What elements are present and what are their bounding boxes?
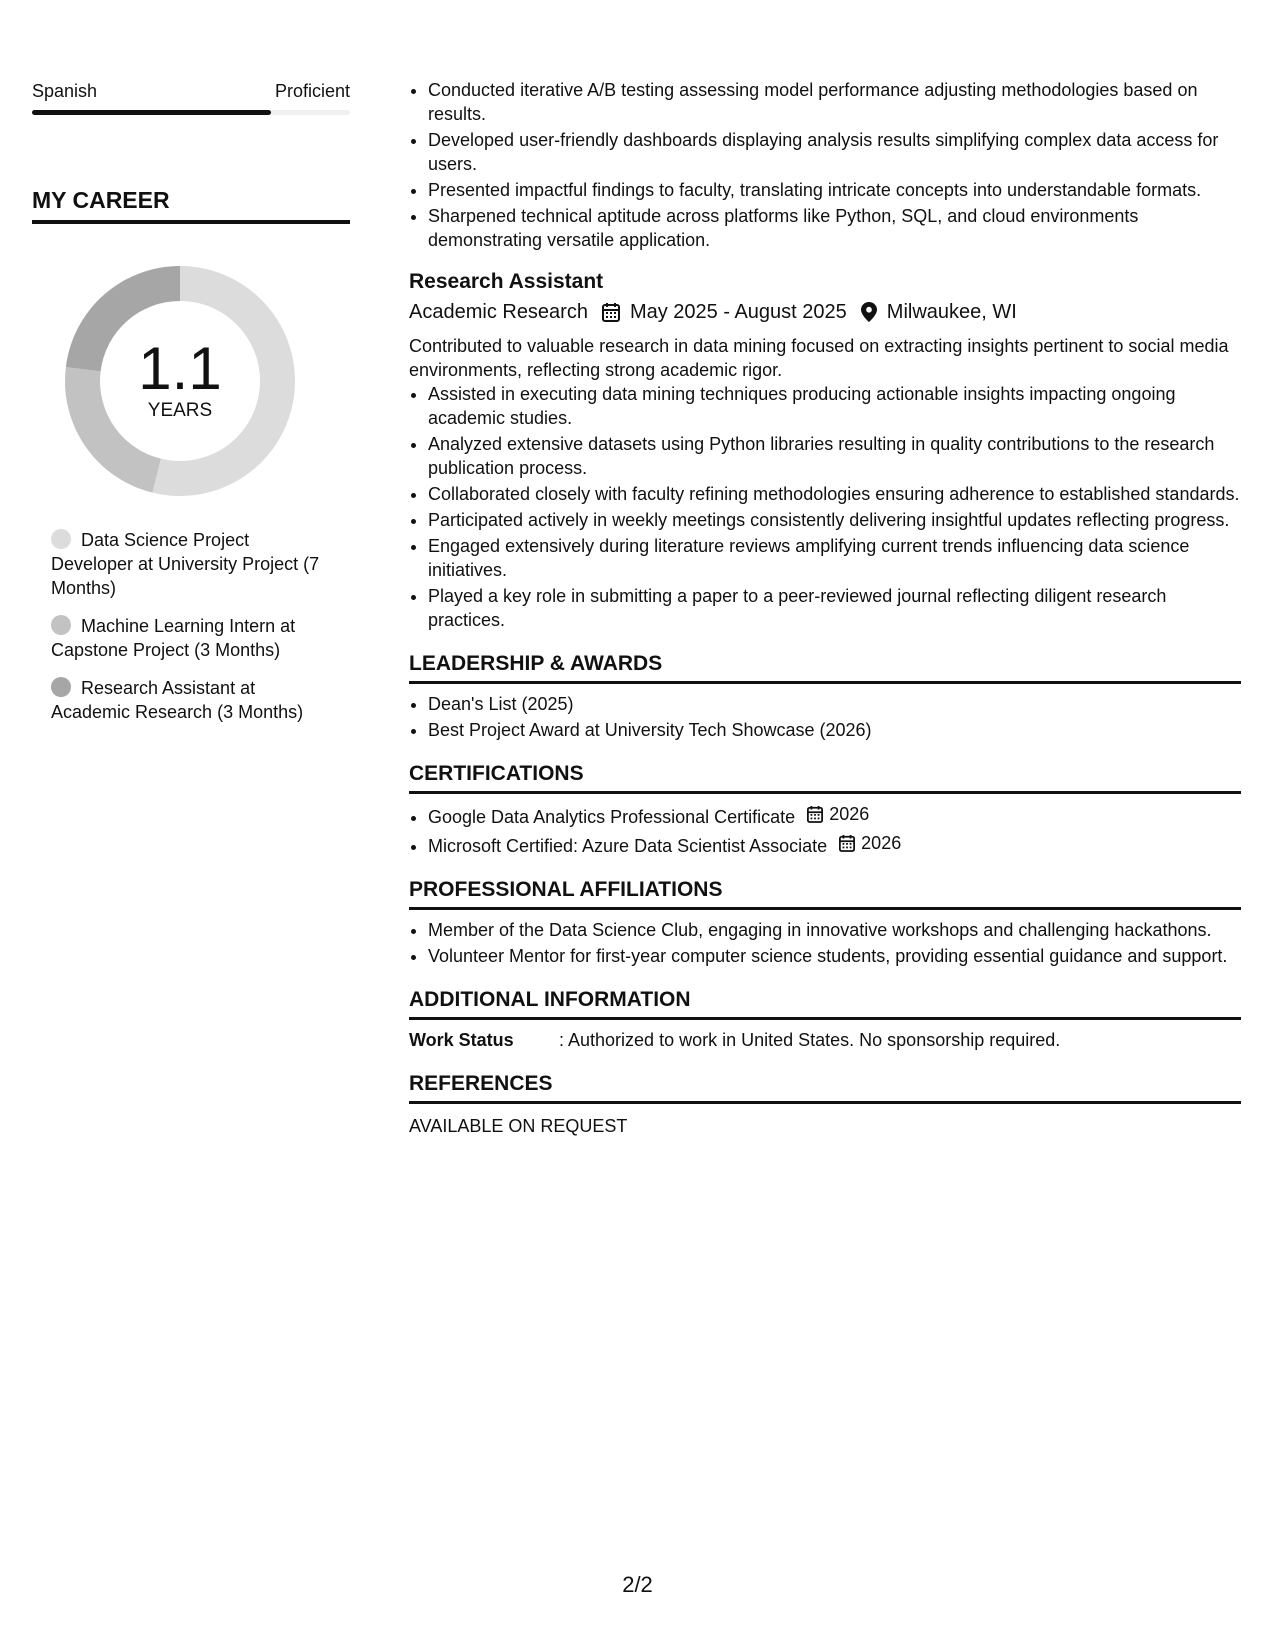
legend-dot xyxy=(51,529,71,549)
location-pin-icon xyxy=(861,302,877,322)
legend-label: Research Assistant at Academic Research (3 Months) xyxy=(51,678,304,722)
legend-item xyxy=(51,614,331,662)
work-status-label: Work Status xyxy=(409,1030,514,1050)
job-bullets xyxy=(409,382,1241,632)
list-item: • Participated actively in weekly meetings consistently delivering insightful updates reflecting progress. xyxy=(428,508,1241,532)
language-proficiency-bar xyxy=(32,110,350,115)
certification-year: 2026 xyxy=(829,804,870,824)
list-item: • Best Project Award at University Tech Showcase (2026) xyxy=(428,718,1241,742)
right-column xyxy=(409,78,1241,1138)
previous-job-bullets xyxy=(409,78,1241,252)
list-item: • Collaborated closely with faculty refining methodologies ensuring adherence to established standards. xyxy=(428,482,1241,506)
career-donut-chart xyxy=(65,266,295,496)
additional-info-heading: ADDITIONAL INFORMATION xyxy=(409,986,1241,1020)
language-level: Proficient xyxy=(274,81,350,101)
legend-dot xyxy=(51,615,71,635)
calendar-icon xyxy=(807,805,826,823)
legend-label: Data Science Project Developer at University Project (7 Months) xyxy=(51,530,320,598)
work-status-value: : Authorized to work in United States. No sponsorship required. xyxy=(559,1030,1061,1050)
list-item: • Developed user-friendly dashboards displaying analysis results simplifying complex data access for users. xyxy=(428,128,1241,176)
list-item: • Volunteer Mentor for first-year computer science students, providing essential guidance and support. xyxy=(428,944,1241,968)
job-description: Contributed to valuable research in data mining focused on extracting insights pertinent to social media environments, reflecting strong academic rigor. xyxy=(409,336,1229,380)
job-location: Milwaukee, WI xyxy=(886,301,1017,323)
legend-item xyxy=(51,528,331,600)
list-item: • Member of the Data Science Club, engaging in innovative workshops and challenging hackathons. xyxy=(428,918,1241,942)
affiliations-list xyxy=(409,918,1241,968)
job-org: Academic Research xyxy=(409,301,588,323)
certification-item xyxy=(428,831,1241,858)
certification-date xyxy=(807,802,869,826)
donut-center xyxy=(65,266,295,496)
certification-year: 2026 xyxy=(861,833,902,853)
legend-item xyxy=(51,676,331,724)
list-item: • Engaged extensively during literature reviews amplifying current trends influencing data science initiatives. xyxy=(428,534,1241,582)
job-title: Research Assistant xyxy=(409,270,604,293)
list-item: • Assisted in executing data mining techniques producing actionable insights impacting ongoing academic studies. xyxy=(428,382,1241,430)
job-dates: May 2025 - August 2025 xyxy=(629,301,847,323)
leadership-list xyxy=(409,692,1241,742)
list-item: • Presented impactful findings to faculty, translating intricate concepts into understandable formats. xyxy=(428,178,1241,202)
list-item: • Conducted iterative A/B testing assessing model performance adjusting methodologies based on results. xyxy=(428,78,1241,126)
certification-date xyxy=(839,831,901,855)
language-row xyxy=(32,80,350,102)
references-text: AVAILABLE ON REQUEST xyxy=(409,1116,628,1136)
job-meta xyxy=(409,298,1241,326)
left-column xyxy=(32,80,350,738)
affiliations-heading: PROFESSIONAL AFFILIATIONS xyxy=(409,876,1241,910)
list-item: • Played a key role in submitting a paper to a peer-reviewed journal reflecting diligent research practices. xyxy=(428,584,1241,632)
list-item: • Sharpened technical aptitude across platforms like Python, SQL, and cloud environments demonstrating versatile application. xyxy=(428,204,1241,252)
career-legend xyxy=(51,528,331,724)
list-item: • Dean's List (2025) xyxy=(428,692,1241,716)
certification-item xyxy=(428,802,1241,829)
leadership-heading: LEADERSHIP & AWARDS xyxy=(409,650,1241,684)
legend-label: Machine Learning Intern at Capstone Project (3 Months) xyxy=(51,616,296,660)
page-number: 2/2 xyxy=(622,1572,653,1597)
certification-name: Google Data Analytics Professional Certificate xyxy=(428,807,796,827)
certifications-heading: CERTIFICATIONS xyxy=(409,760,1241,794)
language-name: Spanish xyxy=(32,81,98,101)
certification-name: Microsoft Certified: Azure Data Scientist Associate xyxy=(428,836,828,856)
language-proficiency-fill xyxy=(32,110,271,115)
career-total-unit: YEARS xyxy=(147,400,213,421)
calendar-icon xyxy=(602,302,620,322)
legend-dot xyxy=(51,677,71,697)
calendar-icon xyxy=(839,834,858,852)
certifications-list xyxy=(409,802,1241,858)
work-status-row xyxy=(409,1028,1241,1052)
career-total-value: 1.1 xyxy=(138,335,222,402)
list-item: • Analyzed extensive datasets using Python libraries resulting in quality contributions to the research publication process. xyxy=(428,432,1241,480)
career-heading: MY CAREER xyxy=(32,187,350,224)
references-heading: REFERENCES xyxy=(409,1070,1241,1104)
